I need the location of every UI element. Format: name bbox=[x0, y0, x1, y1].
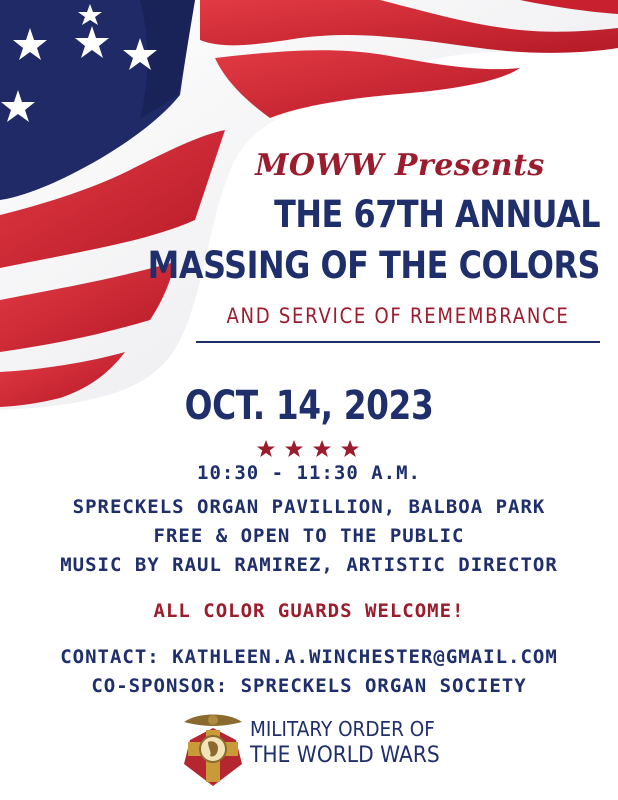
event-music: MUSIC BY RAUL RAMIREZ, ARTISTIC DIRECTOR bbox=[60, 554, 558, 576]
event-title-line2: MASSING OF THE COLORS bbox=[147, 244, 600, 287]
contact-line: CONTACT: KATHLEEN.A.WINCHESTER@GMAIL.COM bbox=[60, 646, 558, 668]
star-icon bbox=[257, 440, 275, 457]
cosponsor-line: CO-SPONSOR: SPRECKELS ORGAN SOCIETY bbox=[91, 675, 527, 697]
event-subtitle: AND SERVICE OF REMEMBRANCE bbox=[226, 304, 570, 328]
organization-name-line2: THE WORLD WARS bbox=[250, 743, 440, 768]
moww-emblem-icon bbox=[178, 708, 248, 788]
event-admission: FREE & OPEN TO THE PUBLIC bbox=[153, 525, 465, 547]
event-date: OCT. 14, 2023 bbox=[184, 383, 434, 429]
event-time: 10:30 - 11:30 A.M. bbox=[197, 462, 421, 484]
star-icons bbox=[257, 440, 361, 458]
organization-name-line1: MILITARY ORDER OF bbox=[250, 717, 435, 741]
star-icon bbox=[313, 440, 331, 457]
event-location: SPRECKELS ORGAN PAVILLION, BALBOA PARK bbox=[72, 496, 546, 518]
star-divider bbox=[0, 440, 618, 463]
star-icon bbox=[341, 440, 359, 457]
star-icon bbox=[285, 440, 303, 457]
title-divider bbox=[196, 341, 600, 343]
color-guards-note: ALL COLOR GUARDS WELCOME! bbox=[153, 600, 465, 622]
presents-heading: MOWW Presents bbox=[255, 148, 545, 183]
event-title-line1: THE 67TH ANNUAL bbox=[273, 193, 600, 236]
